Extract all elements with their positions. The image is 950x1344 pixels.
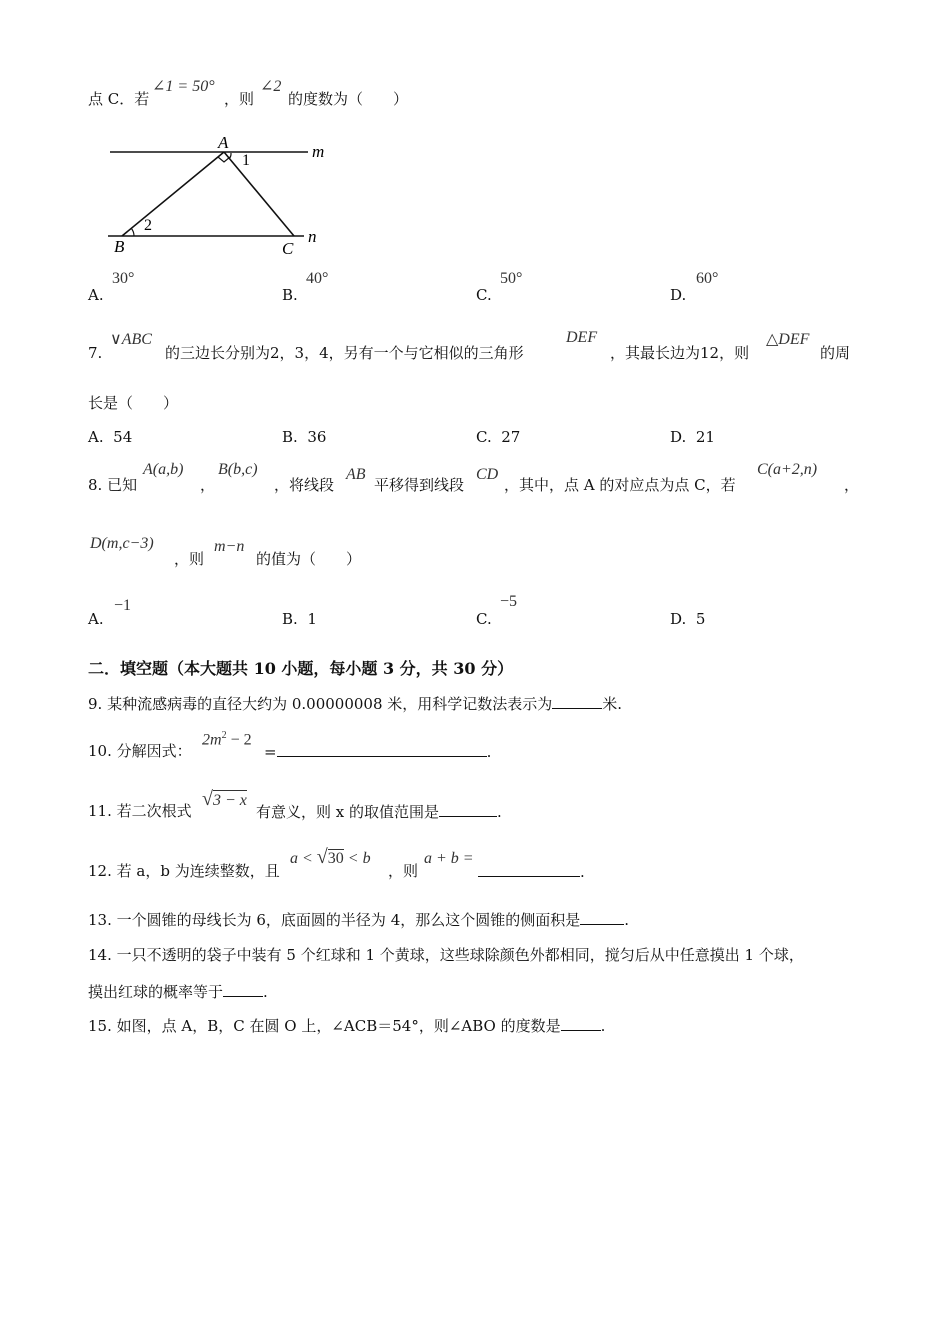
q8-text-4: ， [844,476,860,494]
section-2-title: 二．填空题（本大题共 10 小题，每小题 3 分，共 30 分） [88,659,514,678]
q11-radical [202,788,247,811]
q8-option-b-value: 1 [307,610,317,628]
q12-end: . [580,863,585,881]
segment-AC [224,152,294,236]
q8-text-2: 平移得到线段 [374,476,465,494]
q8-expression: m−n [214,538,245,555]
q12-radicand: 30 [327,850,344,867]
angle2-arc [131,228,134,236]
segment-AB [122,152,224,236]
q8-option-c-value: −5 [500,593,518,610]
q9 [88,694,622,713]
q10-expr-b: − 2 [226,731,252,749]
q15-text: 15. 如图，点 A，B，C 在圆 O 上，∠ACB＝54°，则∠ABO 的度数是 [88,1017,561,1035]
q7-option-d-label: D. [670,428,687,446]
q6-option-a-label: A. [88,286,104,304]
q14-text: 摸出红球的概率等于 [88,983,224,1001]
q11-text: 有意义，则 x 的取值范围是 [256,803,439,821]
q10-expression [202,730,252,749]
q14-end: . [263,983,268,1001]
q6-option-c-label: C. [476,286,492,304]
label-n: n [308,227,317,246]
q8-text-5: ，则 [174,550,205,568]
q7-text-3: 的周 [820,344,851,362]
q7-text-2: ，其最长边为12，则 [610,344,750,362]
q6-mid: ，则 [224,90,255,108]
q10-expr-a: 2m [202,731,222,749]
q8-text-1: ，将线段 [274,476,335,494]
label-B: B [114,237,125,256]
q12-then: ，则 [388,862,419,880]
q10-exponent: 2 [221,730,227,741]
q7-option-d [670,428,715,446]
q6-option-b-label: B. [282,286,298,304]
q6-option-d-value: 60° [696,270,719,287]
q8-text-6: 的值为（ ） [256,550,362,568]
q8-separator: ， [200,476,216,494]
q13-blank[interactable] [580,910,624,925]
q8-option-b [282,610,317,628]
q11-blank[interactable] [439,802,497,817]
q6-option-d-label: D. [670,286,687,304]
q12-ineq-left: a < [290,850,313,867]
q6-suffix: 的度数为（ ） [288,90,409,108]
q15-end: . [600,1017,606,1035]
q10-answer [264,742,491,761]
q7-option-c [476,428,520,446]
q10-blank[interactable] [277,742,487,757]
q7-option-a-value: 54 [113,428,133,446]
label-one: 1 [242,152,250,169]
label-two: 2 [144,217,152,234]
q11-line [256,802,502,821]
q9-text: 9. 某种流感病毒的直径大约为 0.00000008 米，用科学记数法表示为 [88,695,553,713]
q8-option-a-value: −1 [114,597,132,614]
q12-blank[interactable] [478,862,580,877]
q7-option-b [282,428,326,446]
q10-end: . [486,743,492,761]
q7-text-1: 的三边长分别为2，3，4，另有一个与它相似的三角形 [165,344,524,362]
q8-point-d: D(m,c−3) [90,535,154,552]
q8-option-d [670,610,705,628]
q12-ineq-right: < b [347,850,371,867]
right-angle-mark [218,157,230,162]
label-m: m [312,142,325,161]
q6-figure [100,132,340,260]
q7-option-a-label: A. [88,428,104,446]
q8-point-c: C(a+2,n) [757,461,818,478]
q8-option-a-label: A. [88,610,104,628]
q8-point-a: A(a,b) [143,461,184,478]
q8-segment-cd: CD [476,466,499,483]
q6-ask-angle: ∠2 [260,78,282,95]
q13 [88,910,629,929]
q14-line-2 [88,982,268,1001]
q11-number: 11. 若二次根式 [88,802,192,820]
q10-number: 10. 分解因式： [88,742,192,760]
q8-text-3: ，其中，点 A 的对应点为点 C，若 [504,476,736,494]
q15 [88,1016,605,1035]
q7-option-d-value: 21 [695,428,715,446]
q7-number: 7. [88,344,103,362]
q15-blank[interactable] [561,1016,601,1031]
angle1-arc [229,153,231,159]
q8-option-c-label: C. [476,610,492,628]
q6-option-a-value: 30° [112,270,135,287]
q7-line-2: 长是（ ） [88,394,179,412]
label-C: C [282,239,294,258]
q7-triangle-def: DEF [566,329,598,346]
q7-option-c-label: C. [476,428,492,446]
q7-option-c-value: 27 [501,428,521,446]
q14-blank[interactable] [223,982,263,997]
q8-number: 8. 已知 [88,476,138,494]
q9-blank[interactable] [552,694,602,709]
q9-after: 米. [602,695,623,713]
q11-radicand: 3 − x [212,792,247,809]
q12-inequality [290,846,371,869]
q11-end: . [497,803,502,821]
q13-end: . [624,911,630,929]
q10-equals: = [264,743,277,761]
q12-number: 12. 若 a，b 为连续整数，且 [88,862,280,880]
q8-option-d-value: 5 [695,610,706,628]
q7-option-b-label: B. [282,428,298,446]
q8-option-b-label: B. [282,610,298,628]
q7-triangle-abc: ∨ABC [110,331,152,348]
q14-line-1: 14. 一只不透明的袋子中装有 5 个红球和 1 个黄球，这些球除颜色外都相同，搅匀后从中任意摸出 1 个球， [88,946,804,964]
q6-prefix: 点 C．若 [88,90,150,108]
q12-answer [478,862,585,881]
sqrt-symbol-icon: √ [202,788,213,810]
q7-option-b-value: 36 [307,428,327,446]
q6-condition: ∠1 = 50° [152,78,215,95]
q6-option-c-value: 50° [500,270,523,287]
q8-point-b: B(b,c) [218,461,258,478]
q13-text: 13. 一个圆锥的母线长为 6，底面圆的半径为 4，那么这个圆锥的侧面积是 [88,911,581,929]
q6-option-b-value: 40° [306,270,329,287]
sqrt-symbol-icon: √ [316,846,328,868]
label-A: A [218,133,229,152]
q8-option-d-label: D. [670,610,687,628]
q8-segment-ab: AB [346,466,366,483]
q7-option-a [88,428,132,446]
q12-sum: a + b = [424,850,474,867]
q7-triangle-def-2: △DEF [766,331,810,348]
